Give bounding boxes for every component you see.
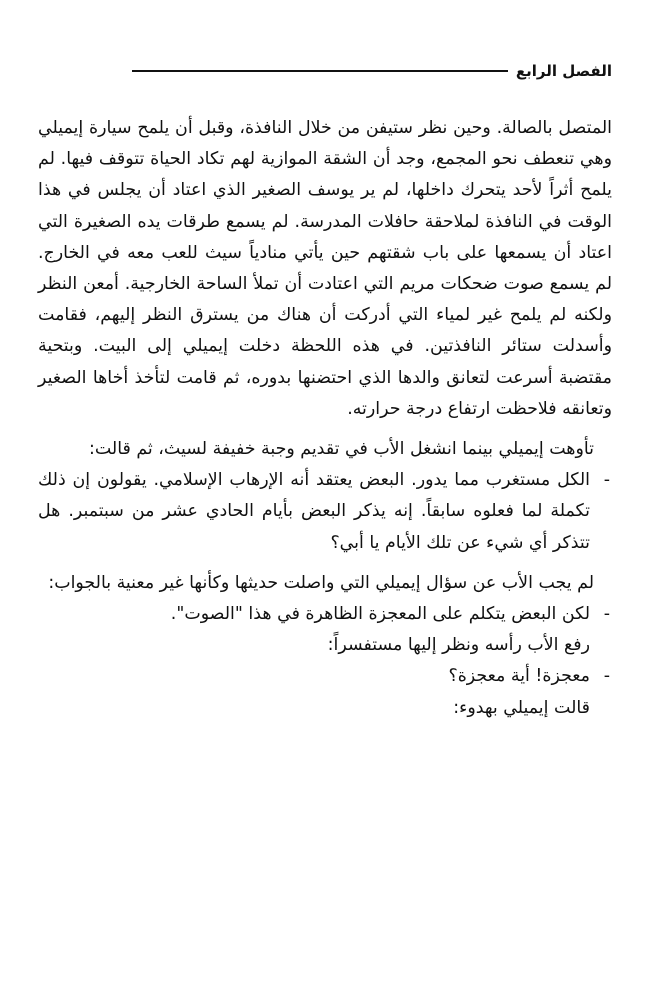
chapter-title: الفصل الرابع — [515, 62, 612, 80]
dialogue-text: لكن البعض يتكلم على المعجزة الظاهرة في هذا "الصوت". — [170, 604, 590, 625]
dialogue-dash: - — [603, 604, 610, 625]
header-rule — [132, 70, 508, 72]
dialogue-text: معجزة! أية معجزة؟ — [448, 666, 590, 687]
dialogue-text: الكل مستغرب مما يدور. البعض يعتقد أنه الإرهاب الإسلامي. يقولون إن ذلك تكملة لما فعلوه سابقاً. إنه يذكر البعض بأيام الحادي عشر من سبتمبر. هل تتذكر أي شيء عن تلك الأيام يا أبي؟ — [38, 470, 590, 553]
running-header — [132, 60, 612, 82]
body-text — [38, 113, 612, 724]
dialogue-line-1 — [38, 465, 612, 559]
dialogue-line-3 — [38, 661, 612, 692]
dialogue-line-2 — [38, 599, 612, 630]
paragraph-2: تأوهت إيميلي بينما انشغل الأب في تقديم وجبة خفيفة لسيث، ثم قالت: — [88, 439, 594, 460]
dialogue-dash: - — [603, 666, 610, 687]
dialogue-dash: - — [603, 470, 610, 491]
narration-2: قالت إيميلي بهدوء: — [453, 697, 590, 718]
paragraph-1: المتصل بالصالة. وحين نظر ستيفن من خلال النافذة، وقبل أن يلمح سيارة إيميلي وهي تنعطف نحو المجمع، وجد أن الشقة الموازية لهم تكاد الحياة تتوقف فيها. لم يلمح أثراً لأحد يتحرك داخلها، لم ير يوسف الصغير الذي اعتاد أن يجلس في هذا الوقت في النافذة لملاحقة حافلات المدرسة. لم يسمع طرقات يده الصغيرة التي اعتاد أن يسمعها على باب شقتهم حين يأتي منادياً سيث للعب معه في الخارج. لم يسمع صوت ضحكات مريم التي اعتادت أن تملأ الساحة الخارجية. أمعن النظر ولكنه لم يلمح غير لمياء التي أدركت أن هناك من يسترق النظر إليهم، فقامت وأسدلت ستائر النافذتين. في هذه اللحظة دخلت إيميلي إلى البيت. وبتحية مقتضبة أسرعت لتعانق والدها الذي احتضنها بدوره، ثم قامت لتأخذ أخاها الصغير وتعانقه فلاحظت ارتفاع درجة حرارته. — [38, 118, 612, 419]
paragraph-3: لم يجب الأب عن سؤال إيميلي التي واصلت حديثها وكأنها غير معنية بالجواب: — [48, 572, 594, 593]
narration-1: رفع الأب رأسه ونظر إليها مستفسراً: — [327, 635, 590, 656]
